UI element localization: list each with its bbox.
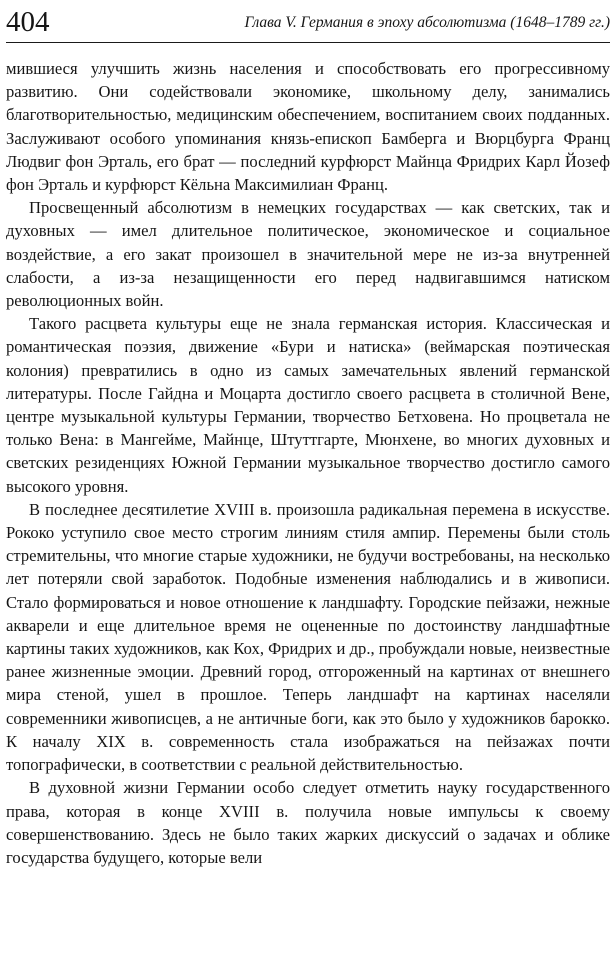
paragraph: Просвещенный абсолютизм в немецких государствах — как светских, так и духовных — имел длительное политическое, экономическое и социальное воздействие, а его закат произошел в значительной мере не из-за внутренней слабости, а из-за незащищенности его перед надвигавшимся натиском революционных войн. [6, 198, 610, 311]
chapter-title: Глава V. Германия в эпоху абсолютизма (1648–1789 гг.) [244, 14, 610, 31]
paragraph: мившиеся улучшить жизнь населения и способствовать его прогрессивному развитию. Они содействовали экономике, школьному делу, занимались благотворительностью, медицинским обеспечением, воспитанием своих подданных. Заслуживают особого упоминания князь-епископ Бамберга и Вюрцбурга Франц Людвиг фон Эрталь, его брат — последний курфюрст Майнца Фридрих Карл Йозеф фон Эрталь и курфюрст Кёльна Максимилиан Франц. [6, 59, 610, 195]
paragraph: В последнее десятилетие XVIII в. произошла радикальная перемена в искусстве. Рококо уступило свое место строгим линиям стиля ампир. Перемены были столь стремительны, что многие старые художники, не будучи востребованы, на несколько лет потеряли свой заработок. Подобные изменения наблюдались и в живописи. Стало формироваться и новое отношение к ландшафту. Городские пейзажи, нежные акварели и еще длительное время не оцененные по достоинству ландшафтные картины таких художников, как Кох, Фридрих и др., пробуждали новые, неизвестные ранее жизненные эмоции. Древний город, отгороженный на картинах от внешнего мира стеной, ушел в прошлое. Теперь ландшафт на картинах населяли современники живописцев, а не античные боги, как это было у художников барокко. К началу XIX в. современность стала изображаться на пейзажах почти топографически, в соответствии с реальной действительностью. [6, 499, 610, 775]
page-number: 404 [6, 6, 50, 38]
running-header [6, 2, 610, 43]
page-body [6, 57, 610, 869]
paragraph: В духовной жизни Германии особо следует отметить науку государственного права, которая в конце XVIII в. получила новые импульсы к своему совершенствованию. Здесь не было таких жарких дискуссий о задачах и облике государства будущего, которые вели [6, 778, 610, 867]
paragraph: Такого расцвета культуры еще не знала германская история. Классическая и романтическая поэзия, движение «Бури и натиска» (веймарская поэтическая колония) превратились в одно из самых замечательных явлений германской литературы. После Гайдна и Моцарта достигло своего расцвета в столичной Вене, центре музыкальной культуры Германии, творчество Бетховена. Но процветала не только Вена: в Мангейме, Майнце, Штуттгарте, Мюнхене, во многих духовных и светских резиденциях Южной Германии музыкальное творчество достигло самого высокого уровня. [6, 314, 610, 496]
